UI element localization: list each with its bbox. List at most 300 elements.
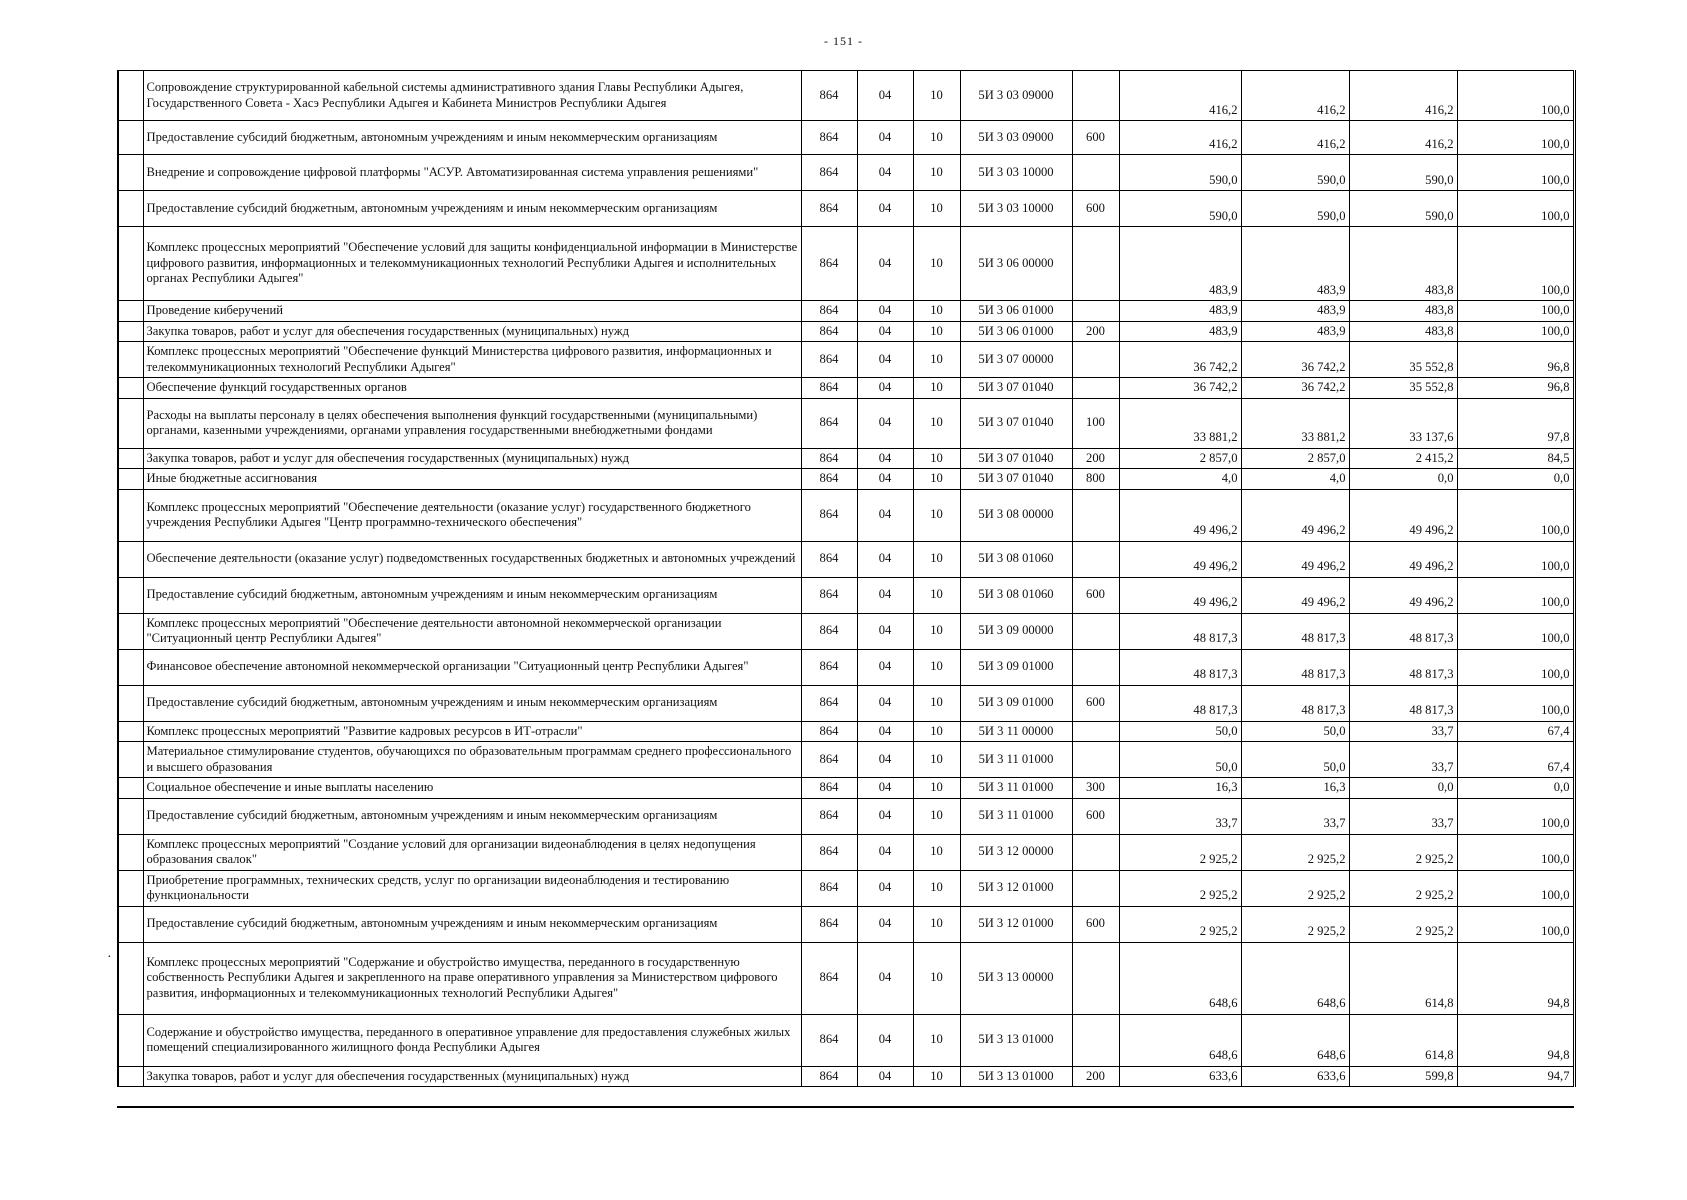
executed-amount: 33,7 <box>1349 742 1457 778</box>
section-code: 04 <box>857 301 913 322</box>
executed-amount: 2 925,2 <box>1349 834 1457 870</box>
subsection-code: 10 <box>913 906 960 942</box>
approved-amount: 2 925,2 <box>1119 906 1241 942</box>
expense-type-code: 600 <box>1072 191 1119 227</box>
section-code: 04 <box>857 742 913 778</box>
department-code: 864 <box>801 378 857 399</box>
table-row <box>119 649 1573 685</box>
section-code: 04 <box>857 541 913 577</box>
table-row <box>119 398 1573 448</box>
row-margin <box>119 342 143 378</box>
table-row <box>119 227 1573 301</box>
execution-percent: 0,0 <box>1457 778 1573 799</box>
executed-amount: 49 496,2 <box>1349 541 1457 577</box>
subsection-code: 10 <box>913 398 960 448</box>
execution-percent: 0,0 <box>1457 469 1573 490</box>
planned-amount: 50,0 <box>1241 742 1349 778</box>
expense-type-code: 600 <box>1072 121 1119 155</box>
section-code: 04 <box>857 798 913 834</box>
executed-amount: 2 925,2 <box>1349 870 1457 906</box>
execution-percent: 100,0 <box>1457 685 1573 721</box>
row-margin <box>119 577 143 613</box>
executed-amount: 483,8 <box>1349 301 1457 322</box>
expense-type-code <box>1072 71 1119 121</box>
expense-type-code: 800 <box>1072 469 1119 490</box>
approved-amount: 590,0 <box>1119 155 1241 191</box>
target-article-code: 5И 3 12 00000 <box>960 834 1072 870</box>
target-article-code: 5И 3 12 01000 <box>960 906 1072 942</box>
row-margin <box>119 155 143 191</box>
department-code: 864 <box>801 541 857 577</box>
target-article-code: 5И 3 03 09000 <box>960 121 1072 155</box>
target-article-code: 5И 3 08 00000 <box>960 489 1072 541</box>
subsection-code: 10 <box>913 301 960 322</box>
execution-percent: 96,8 <box>1457 378 1573 399</box>
executed-amount: 599,8 <box>1349 1066 1457 1087</box>
planned-amount: 33,7 <box>1241 798 1349 834</box>
row-name: Закупка товаров, работ и услуг для обеспечения государственных (муниципальных) нужд <box>143 321 801 342</box>
executed-amount: 49 496,2 <box>1349 577 1457 613</box>
target-article-code: 5И 3 07 01040 <box>960 398 1072 448</box>
subsection-code: 10 <box>913 469 960 490</box>
planned-amount: 483,9 <box>1241 227 1349 301</box>
approved-amount: 483,9 <box>1119 321 1241 342</box>
approved-amount: 36 742,2 <box>1119 378 1241 399</box>
executed-amount: 614,8 <box>1349 942 1457 1014</box>
subsection-code: 10 <box>913 342 960 378</box>
row-margin <box>119 398 143 448</box>
approved-amount: 48 817,3 <box>1119 649 1241 685</box>
table-row <box>119 321 1573 342</box>
department-code: 864 <box>801 870 857 906</box>
expense-type-code <box>1072 227 1119 301</box>
planned-amount: 633,6 <box>1241 1066 1349 1087</box>
section-code: 04 <box>857 778 913 799</box>
target-article-code: 5И 3 11 01000 <box>960 778 1072 799</box>
expense-type-code <box>1072 489 1119 541</box>
budget-table <box>119 70 1574 1087</box>
planned-amount: 48 817,3 <box>1241 649 1349 685</box>
table-row <box>119 834 1573 870</box>
execution-percent: 94,7 <box>1457 1066 1573 1087</box>
execution-percent: 100,0 <box>1457 577 1573 613</box>
planned-amount: 36 742,2 <box>1241 378 1349 399</box>
subsection-code: 10 <box>913 1014 960 1066</box>
planned-amount: 590,0 <box>1241 155 1349 191</box>
row-name: Комплекс процессных мероприятий "Обеспечение деятельности (оказание услуг) государственного бюджетного учреждения Республики Адыгея "Центр программно-технического обеспечения" <box>143 489 801 541</box>
executed-amount: 48 817,3 <box>1349 613 1457 649</box>
approved-amount: 36 742,2 <box>1119 342 1241 378</box>
department-code: 864 <box>801 155 857 191</box>
department-code: 864 <box>801 742 857 778</box>
expense-type-code <box>1072 155 1119 191</box>
planned-amount: 16,3 <box>1241 778 1349 799</box>
expense-type-code <box>1072 742 1119 778</box>
row-name: Содержание и обустройство имущества, переданного в оперативное управление для предоставления служебных жилых помещений специализированного жилищного фонда Республики Адыгея <box>143 1014 801 1066</box>
executed-amount: 483,8 <box>1349 321 1457 342</box>
approved-amount: 48 817,3 <box>1119 613 1241 649</box>
subsection-code: 10 <box>913 227 960 301</box>
execution-percent: 67,4 <box>1457 721 1573 742</box>
planned-amount: 590,0 <box>1241 191 1349 227</box>
table-row <box>119 301 1573 322</box>
section-code: 04 <box>857 489 913 541</box>
section-code: 04 <box>857 942 913 1014</box>
table-row <box>119 1066 1573 1087</box>
planned-amount: 416,2 <box>1241 121 1349 155</box>
target-article-code: 5И 3 03 10000 <box>960 155 1072 191</box>
row-name: Предоставление субсидий бюджетным, автономным учреждениям и иным некоммерческим организациям <box>143 121 801 155</box>
target-article-code: 5И 3 06 01000 <box>960 321 1072 342</box>
executed-amount: 2 415,2 <box>1349 448 1457 469</box>
section-code: 04 <box>857 448 913 469</box>
department-code: 864 <box>801 834 857 870</box>
execution-percent: 100,0 <box>1457 541 1573 577</box>
execution-percent: 100,0 <box>1457 613 1573 649</box>
row-margin <box>119 541 143 577</box>
section-code: 04 <box>857 906 913 942</box>
planned-amount: 648,6 <box>1241 1014 1349 1066</box>
row-margin <box>119 71 143 121</box>
planned-amount: 2 925,2 <box>1241 906 1349 942</box>
execution-percent: 67,4 <box>1457 742 1573 778</box>
planned-amount: 49 496,2 <box>1241 541 1349 577</box>
row-name: Социальное обеспечение и иные выплаты населению <box>143 778 801 799</box>
table-row <box>119 1014 1573 1066</box>
target-article-code: 5И 3 11 01000 <box>960 798 1072 834</box>
executed-amount: 35 552,8 <box>1349 342 1457 378</box>
table-row <box>119 942 1573 1014</box>
row-margin <box>119 685 143 721</box>
executed-amount: 614,8 <box>1349 1014 1457 1066</box>
row-margin <box>119 378 143 399</box>
approved-amount: 483,9 <box>1119 227 1241 301</box>
table-row <box>119 489 1573 541</box>
section-code: 04 <box>857 155 913 191</box>
department-code: 864 <box>801 942 857 1014</box>
subsection-code: 10 <box>913 613 960 649</box>
row-margin <box>119 778 143 799</box>
execution-percent: 100,0 <box>1457 121 1573 155</box>
table-row <box>119 121 1573 155</box>
target-article-code: 5И 3 13 01000 <box>960 1066 1072 1087</box>
section-code: 04 <box>857 227 913 301</box>
approved-amount: 2 925,2 <box>1119 834 1241 870</box>
table-row <box>119 342 1573 378</box>
subsection-code: 10 <box>913 155 960 191</box>
subsection-code: 10 <box>913 834 960 870</box>
approved-amount: 648,6 <box>1119 942 1241 1014</box>
row-name: Проведение киберучений <box>143 301 801 322</box>
expense-type-code: 100 <box>1072 398 1119 448</box>
execution-percent: 100,0 <box>1457 798 1573 834</box>
expense-type-code: 200 <box>1072 448 1119 469</box>
execution-percent: 84,5 <box>1457 448 1573 469</box>
section-code: 04 <box>857 342 913 378</box>
planned-amount: 49 496,2 <box>1241 577 1349 613</box>
planned-amount: 2 925,2 <box>1241 870 1349 906</box>
execution-percent: 97,8 <box>1457 398 1573 448</box>
planned-amount: 483,9 <box>1241 301 1349 322</box>
table-row <box>119 541 1573 577</box>
row-name: Предоставление субсидий бюджетным, автономным учреждениям и иным некоммерческим организациям <box>143 685 801 721</box>
subsection-code: 10 <box>913 577 960 613</box>
expense-type-code: 600 <box>1072 906 1119 942</box>
row-margin <box>119 906 143 942</box>
table-bottom-border <box>117 1106 1574 1108</box>
row-margin <box>119 742 143 778</box>
row-margin <box>119 613 143 649</box>
row-margin <box>119 448 143 469</box>
section-code: 04 <box>857 469 913 490</box>
section-code: 04 <box>857 613 913 649</box>
table-row <box>119 378 1573 399</box>
row-margin <box>119 489 143 541</box>
target-article-code: 5И 3 07 01040 <box>960 378 1072 399</box>
row-name: Внедрение и сопровождение цифровой платформы "АСУР. Автоматизированная система управления решениями" <box>143 155 801 191</box>
row-margin <box>119 870 143 906</box>
department-code: 864 <box>801 301 857 322</box>
target-article-code: 5И 3 08 01060 <box>960 577 1072 613</box>
row-name: Закупка товаров, работ и услуг для обеспечения государственных (муниципальных) нужд <box>143 448 801 469</box>
executed-amount: 416,2 <box>1349 71 1457 121</box>
row-margin <box>119 834 143 870</box>
subsection-code: 10 <box>913 121 960 155</box>
expense-type-code <box>1072 870 1119 906</box>
approved-amount: 590,0 <box>1119 191 1241 227</box>
department-code: 864 <box>801 448 857 469</box>
execution-percent: 94,8 <box>1457 1014 1573 1066</box>
expense-type-code: 300 <box>1072 778 1119 799</box>
row-margin <box>119 721 143 742</box>
section-code: 04 <box>857 1014 913 1066</box>
execution-percent: 100,0 <box>1457 489 1573 541</box>
table-row <box>119 613 1573 649</box>
approved-amount: 33,7 <box>1119 798 1241 834</box>
margin-dot: · <box>107 950 112 965</box>
target-article-code: 5И 3 09 01000 <box>960 649 1072 685</box>
planned-amount: 33 881,2 <box>1241 398 1349 448</box>
executed-amount: 49 496,2 <box>1349 489 1457 541</box>
execution-percent: 100,0 <box>1457 321 1573 342</box>
table-row <box>119 870 1573 906</box>
row-margin <box>119 191 143 227</box>
planned-amount: 50,0 <box>1241 721 1349 742</box>
row-margin <box>119 649 143 685</box>
section-code: 04 <box>857 191 913 227</box>
row-name: Комплекс процессных мероприятий "Обеспечение деятельности автономной некоммерческой организации "Ситуационный центр Республики Адыгея" <box>143 613 801 649</box>
row-name: Закупка товаров, работ и услуг для обеспечения государственных (муниципальных) нужд <box>143 1066 801 1087</box>
expense-type-code <box>1072 942 1119 1014</box>
approved-amount: 416,2 <box>1119 71 1241 121</box>
target-article-code: 5И 3 07 00000 <box>960 342 1072 378</box>
expense-type-code <box>1072 649 1119 685</box>
section-code: 04 <box>857 721 913 742</box>
row-name: Предоставление субсидий бюджетным, автономным учреждениям и иным некоммерческим организациям <box>143 798 801 834</box>
executed-amount: 0,0 <box>1349 778 1457 799</box>
table-row <box>119 448 1573 469</box>
row-name: Комплекс процессных мероприятий "Содержание и обустройство имущества, переданного в государственную собственность Республики Адыгея и закрепленного на праве оперативного управления за Министерством цифрового развития, информационных и телекоммуникационных технологий Республики Адыгея" <box>143 942 801 1014</box>
table-row <box>119 191 1573 227</box>
expense-type-code <box>1072 721 1119 742</box>
row-name: Предоставление субсидий бюджетным, автономным учреждениям и иным некоммерческим организациям <box>143 577 801 613</box>
target-article-code: 5И 3 06 01000 <box>960 301 1072 322</box>
target-article-code: 5И 3 09 01000 <box>960 685 1072 721</box>
table-row <box>119 742 1573 778</box>
table-body <box>119 71 1573 1087</box>
approved-amount: 33 881,2 <box>1119 398 1241 448</box>
target-article-code: 5И 3 13 00000 <box>960 942 1072 1014</box>
department-code: 864 <box>801 721 857 742</box>
executed-amount: 33 137,6 <box>1349 398 1457 448</box>
subsection-code: 10 <box>913 742 960 778</box>
department-code: 864 <box>801 798 857 834</box>
expense-type-code: 600 <box>1072 798 1119 834</box>
execution-percent: 100,0 <box>1457 191 1573 227</box>
row-name: Комплекс процессных мероприятий "Создание условий для организации видеонаблюдения в целях недопущения образования свалок" <box>143 834 801 870</box>
target-article-code: 5И 3 03 09000 <box>960 71 1072 121</box>
subsection-code: 10 <box>913 721 960 742</box>
approved-amount: 16,3 <box>1119 778 1241 799</box>
expense-type-code <box>1072 613 1119 649</box>
department-code: 864 <box>801 342 857 378</box>
section-code: 04 <box>857 398 913 448</box>
target-article-code: 5И 3 11 01000 <box>960 742 1072 778</box>
table-row <box>119 71 1573 121</box>
section-code: 04 <box>857 121 913 155</box>
subsection-code: 10 <box>913 191 960 227</box>
section-code: 04 <box>857 870 913 906</box>
target-article-code: 5И 3 13 01000 <box>960 1014 1072 1066</box>
department-code: 864 <box>801 685 857 721</box>
row-margin <box>119 469 143 490</box>
subsection-code: 10 <box>913 685 960 721</box>
subsection-code: 10 <box>913 321 960 342</box>
department-code: 864 <box>801 398 857 448</box>
expense-type-code: 600 <box>1072 685 1119 721</box>
executed-amount: 0,0 <box>1349 469 1457 490</box>
row-margin <box>119 227 143 301</box>
department-code: 864 <box>801 1014 857 1066</box>
approved-amount: 483,9 <box>1119 301 1241 322</box>
approved-amount: 49 496,2 <box>1119 541 1241 577</box>
subsection-code: 10 <box>913 448 960 469</box>
department-code: 864 <box>801 71 857 121</box>
planned-amount: 416,2 <box>1241 71 1349 121</box>
row-name: Сопровождение структурированной кабельной системы административного здания Главы Республики Адыгея, Государственного Совета - Хасэ Республики Адыгея и Кабинета Министров Республики Адыгея <box>143 71 801 121</box>
row-name: Обеспечение функций государственных органов <box>143 378 801 399</box>
approved-amount: 648,6 <box>1119 1014 1241 1066</box>
approved-amount: 50,0 <box>1119 742 1241 778</box>
executed-amount: 48 817,3 <box>1349 685 1457 721</box>
execution-percent: 100,0 <box>1457 227 1573 301</box>
subsection-code: 10 <box>913 870 960 906</box>
expense-type-code <box>1072 541 1119 577</box>
approved-amount: 49 496,2 <box>1119 577 1241 613</box>
department-code: 864 <box>801 1066 857 1087</box>
table-row <box>119 798 1573 834</box>
approved-amount: 50,0 <box>1119 721 1241 742</box>
row-name: Предоставление субсидий бюджетным, автономным учреждениям и иным некоммерческим организациям <box>143 191 801 227</box>
budget-table-wrapper <box>117 70 1576 1087</box>
expense-type-code: 200 <box>1072 1066 1119 1087</box>
table-row <box>119 906 1573 942</box>
department-code: 864 <box>801 649 857 685</box>
target-article-code: 5И 3 06 00000 <box>960 227 1072 301</box>
row-margin <box>119 1014 143 1066</box>
subsection-code: 10 <box>913 798 960 834</box>
approved-amount: 633,6 <box>1119 1066 1241 1087</box>
execution-percent: 100,0 <box>1457 301 1573 322</box>
target-article-code: 5И 3 07 01040 <box>960 469 1072 490</box>
executed-amount: 483,8 <box>1349 227 1457 301</box>
section-code: 04 <box>857 321 913 342</box>
row-name: Материальное стимулирование студентов, обучающихся по образовательным программам среднего профессионального и высшего образования <box>143 742 801 778</box>
executed-amount: 590,0 <box>1349 155 1457 191</box>
table-row <box>119 469 1573 490</box>
planned-amount: 4,0 <box>1241 469 1349 490</box>
approved-amount: 2 925,2 <box>1119 870 1241 906</box>
expense-type-code <box>1072 301 1119 322</box>
subsection-code: 10 <box>913 489 960 541</box>
planned-amount: 48 817,3 <box>1241 613 1349 649</box>
planned-amount: 49 496,2 <box>1241 489 1349 541</box>
row-name: Комплекс процессных мероприятий "Обеспечение функций Министерства цифрового развития, информационных и телекоммуникационных технологий Республики Адыгея" <box>143 342 801 378</box>
planned-amount: 648,6 <box>1241 942 1349 1014</box>
section-code: 04 <box>857 1066 913 1087</box>
department-code: 864 <box>801 906 857 942</box>
planned-amount: 36 742,2 <box>1241 342 1349 378</box>
department-code: 864 <box>801 469 857 490</box>
row-name: Комплекс процессных мероприятий "Обеспечение условий для защиты конфиденциальной информации в Министерстве цифрового развития, информационных и телекоммуникационных технологий Республики Адыгея и исполнительных органах Республики Адыгея" <box>143 227 801 301</box>
planned-amount: 48 817,3 <box>1241 685 1349 721</box>
expense-type-code <box>1072 834 1119 870</box>
expense-type-code <box>1072 1014 1119 1066</box>
department-code: 864 <box>801 613 857 649</box>
row-name: Обеспечение деятельности (оказание услуг) подведомственных государственных бюджетных и автономных учреждений <box>143 541 801 577</box>
row-margin <box>119 301 143 322</box>
row-margin <box>119 1066 143 1087</box>
target-article-code: 5И 3 07 01040 <box>960 448 1072 469</box>
department-code: 864 <box>801 778 857 799</box>
execution-percent: 100,0 <box>1457 649 1573 685</box>
department-code: 864 <box>801 577 857 613</box>
department-code: 864 <box>801 489 857 541</box>
subsection-code: 10 <box>913 942 960 1014</box>
row-name: Предоставление субсидий бюджетным, автономным учреждениям и иным некоммерческим организациям <box>143 906 801 942</box>
target-article-code: 5И 3 09 00000 <box>960 613 1072 649</box>
department-code: 864 <box>801 121 857 155</box>
section-code: 04 <box>857 685 913 721</box>
page-number: - 151 - <box>824 34 863 48</box>
section-code: 04 <box>857 649 913 685</box>
table-row <box>119 577 1573 613</box>
executed-amount: 33,7 <box>1349 798 1457 834</box>
subsection-code: 10 <box>913 71 960 121</box>
row-margin <box>119 798 143 834</box>
expense-type-code: 200 <box>1072 321 1119 342</box>
target-article-code: 5И 3 08 01060 <box>960 541 1072 577</box>
executed-amount: 590,0 <box>1349 191 1457 227</box>
executed-amount: 2 925,2 <box>1349 906 1457 942</box>
table-row <box>119 778 1573 799</box>
execution-percent: 96,8 <box>1457 342 1573 378</box>
table-row <box>119 721 1573 742</box>
row-margin <box>119 321 143 342</box>
section-code: 04 <box>857 378 913 399</box>
subsection-code: 10 <box>913 378 960 399</box>
row-name: Расходы на выплаты персоналу в целях обеспечения выполнения функций государственными (муниципальными) органами, казенными учреждениями, органами управления государственными внебюджетными фондами <box>143 398 801 448</box>
